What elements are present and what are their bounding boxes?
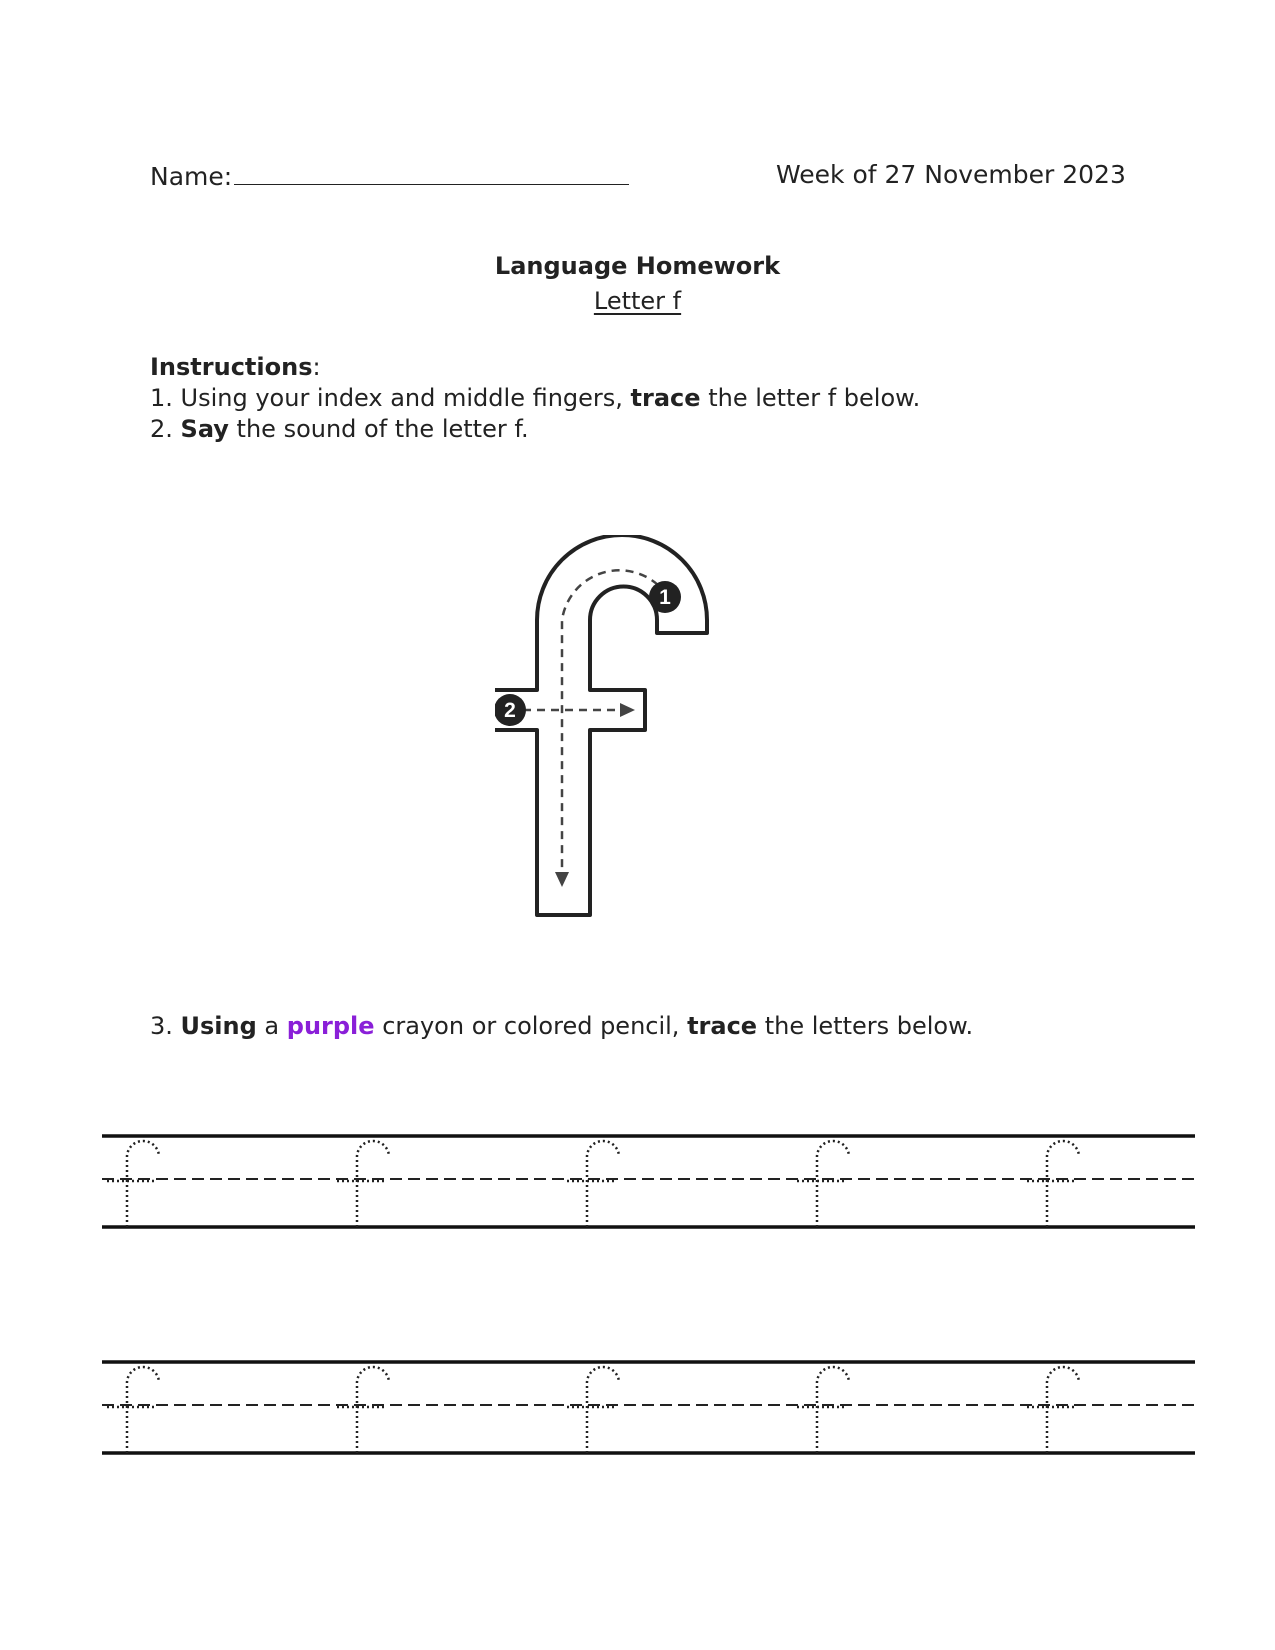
- dotted-f-stem: [357, 1367, 389, 1453]
- dotted-letter-f[interactable]: [567, 1367, 619, 1453]
- page-title: Language Homework: [494, 252, 781, 280]
- dotted-letter-f[interactable]: [107, 1367, 159, 1453]
- dotted-letter-f[interactable]: [797, 1141, 849, 1227]
- instructions-heading-text: Instructions: [150, 353, 313, 381]
- tracing-row-1[interactable]: [0, 1128, 1275, 1238]
- instruction-step-2: 2. Say the sound of the letter f.: [150, 415, 529, 443]
- dotted-letter-f[interactable]: [1027, 1367, 1079, 1453]
- dotted-f-stem: [587, 1141, 619, 1227]
- dotted-letter-f[interactable]: [107, 1141, 159, 1227]
- dotted-f-stem: [1047, 1367, 1079, 1453]
- dotted-letter-f[interactable]: [567, 1141, 619, 1227]
- dotted-letter-f[interactable]: [1027, 1141, 1079, 1227]
- tracing-row-2[interactable]: [0, 1354, 1275, 1464]
- dotted-letter-f[interactable]: [337, 1141, 389, 1227]
- dotted-f-stem: [817, 1367, 849, 1453]
- name-label: Name:: [150, 162, 233, 191]
- instruction-step-3: 3. Using a purple crayon or colored pencil, trace the letters below.: [150, 1012, 974, 1040]
- letter-f-stroke-diagram: [495, 535, 725, 935]
- dotted-f-stem: [817, 1141, 849, 1227]
- purple-word: purple: [286, 1012, 375, 1040]
- dotted-f-stem: [1047, 1141, 1079, 1227]
- stroke-2-number: 2: [504, 699, 516, 722]
- stroke-2-number-badge: [495, 694, 526, 726]
- instructions-heading: Instructions:: [150, 353, 321, 381]
- dotted-letter-f[interactable]: [337, 1367, 389, 1453]
- dotted-f-stem: [587, 1367, 619, 1453]
- instructions-block: [150, 352, 920, 445]
- dotted-letter-f[interactable]: [797, 1367, 849, 1453]
- name-blank-line[interactable]: [234, 160, 629, 185]
- stroke-1-number: 1: [659, 586, 671, 609]
- page-subtitle: [0, 287, 1275, 315]
- week-date: Week of 27 November 2023: [776, 160, 1126, 189]
- dotted-f-stem: [357, 1141, 389, 1227]
- instruction-step-1: 1. Using your index and middle fingers, trace the letter f below.: [150, 384, 921, 412]
- name-field[interactable]: [150, 160, 629, 191]
- stroke-1-number-badge: [649, 581, 681, 613]
- subtitle-text: Letter f: [593, 287, 682, 315]
- dotted-f-stem: [127, 1367, 159, 1453]
- dotted-f-stem: [127, 1141, 159, 1227]
